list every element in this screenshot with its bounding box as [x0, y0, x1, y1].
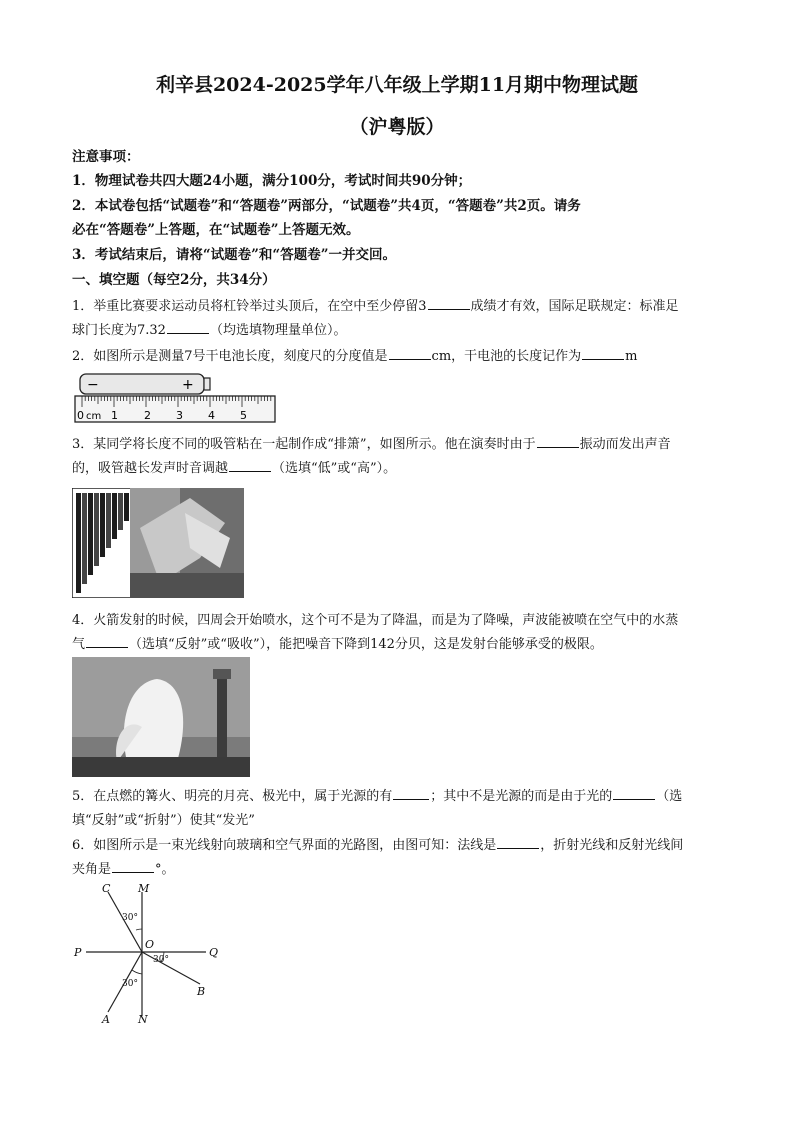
q1-text-a2: 成绩才有效，国际足联规定：标准足 — [470, 299, 679, 314]
question-1-line-1 — [72, 296, 732, 318]
flute-tube — [76, 493, 81, 593]
answer-blank[interactable] — [613, 787, 655, 800]
angle-label-top: 30° — [122, 913, 138, 923]
question-6-line-2 — [72, 859, 732, 881]
pan-flute-diagram — [72, 488, 132, 598]
page-subtitle: （沪粤版） — [349, 116, 445, 138]
q3-text-b2: （选填“低”或“高”）。 — [272, 461, 397, 476]
ruler-label-1: 1 — [111, 409, 118, 422]
flute-tube — [100, 493, 105, 557]
label-M: M — [138, 882, 150, 895]
ruler-label-0: 0 — [77, 409, 84, 422]
q5-text-a2: ；其中不是光源的而是由于光的 — [430, 789, 613, 804]
q2-text-a3: m — [625, 349, 638, 364]
flute-tube — [94, 493, 99, 566]
ruler-label-2: 2 — [144, 409, 151, 422]
q1-text-a1: 1．举重比赛要求运动员将杠铃举过头顶后，在空中至少停留3 — [72, 299, 427, 314]
notice-heading: 注意事项： — [72, 149, 140, 165]
q2-text-a1: 2．如图所示是测量7号干电池长度，刻度尺的分度值是 — [72, 349, 388, 364]
question-3-line-1 — [72, 434, 732, 456]
flute-tube — [124, 493, 129, 521]
light-path-diagram — [72, 882, 222, 1024]
label-B: B — [197, 985, 206, 998]
flute-tube — [82, 493, 87, 584]
question-5-line-1 — [72, 786, 732, 808]
section-heading: 一、填空题（每空2分，共34分） — [72, 272, 276, 288]
rocket-launch-photo — [72, 657, 250, 777]
pan-flute-photo — [130, 488, 244, 598]
q3-text-a2: 振动而发出声音 — [579, 437, 671, 452]
ruler-label-4: 4 — [208, 409, 215, 422]
answer-blank[interactable] — [497, 836, 539, 849]
ruler-label-5: 5 — [240, 409, 247, 422]
minus-sign: − — [87, 377, 99, 393]
question-4-line-1: 4．火箭发射的时候，四周会开始喷水，这个可不是为了降温，而是为了降噪，声波能被喷在空气中的水蒸 — [72, 613, 679, 628]
flute-tube — [118, 493, 123, 530]
question-1-line-2 — [72, 320, 732, 342]
question-2-line-1 — [72, 346, 732, 368]
label-N: N — [138, 1013, 148, 1024]
angle-label-bottom: 30° — [122, 979, 138, 989]
question-6-line-1 — [72, 835, 732, 857]
battery-terminal — [204, 378, 210, 390]
q3-text-a1: 3．某同学将长度不同的吸管粘在一起制作成“排箫”，如图所示。他在演奏时由于 — [72, 437, 536, 452]
answer-blank[interactable] — [428, 297, 470, 310]
answer-blank[interactable] — [86, 635, 128, 648]
question-4-line-2 — [72, 634, 732, 656]
flute-tube — [106, 493, 111, 548]
label-P: P — [74, 946, 82, 959]
notice-item-1: 1．物理试卷共四大题24小题，满分100分，考试时间共90分钟； — [72, 173, 472, 189]
label-C: C — [102, 882, 111, 895]
page-title: 利辛县2024-2025学年八年级上学期11月期中物理试题 — [155, 74, 639, 96]
notice-item-2b: 必在“答题卷”上答题，在“试题卷”上答题无效。 — [72, 222, 360, 238]
question-3-line-2 — [72, 458, 732, 480]
flute-tube — [112, 493, 117, 539]
q6-text-b2: °。 — [155, 862, 175, 877]
q4-text-b2: （选填“反射”或“吸收”），能把噪音下降到142分贝，这是发射台能够承受的极限。 — [129, 637, 603, 652]
answer-blank[interactable] — [537, 435, 579, 448]
question-5-line-2: 填“反射”或“折射”）使其“发光” — [72, 813, 255, 828]
answer-blank[interactable] — [229, 459, 271, 472]
notice-item-3: 3．考试结束后，请将“试题卷”和“答题卷”一并交回。 — [72, 247, 396, 263]
answer-blank[interactable] — [393, 787, 429, 800]
answer-blank[interactable] — [389, 347, 431, 360]
label-Q: Q — [209, 946, 219, 959]
q1-text-b2: （均选填物理量单位）。 — [209, 323, 347, 338]
flute-tube — [88, 493, 93, 575]
answer-blank[interactable] — [112, 860, 154, 873]
answer-blank[interactable] — [167, 321, 209, 334]
q1-text-b1: 球门长度为7.32 — [72, 323, 166, 338]
ruler-label-3: 3 — [176, 409, 183, 422]
ray-OB — [142, 952, 200, 984]
q5-text-a1: 5．在点燃的篝火、明亮的月亮、极光中，属于光源的有 — [72, 789, 393, 804]
q6-text-b1: 夹角是 — [72, 862, 112, 877]
plus-sign: + — [182, 377, 194, 393]
angle-label-right: 30° — [153, 955, 169, 965]
label-A: A — [102, 1013, 110, 1024]
notice-item-2a: 2．本试卷包括“试题卷”和“答题卷”两部分，“试题卷”共4页，“答题卷”共2页。请务 — [72, 198, 581, 214]
q3-text-b1: 的，吸管越长发声时音调越 — [72, 461, 229, 476]
q6-text-a1: 6．如图所示是一束光线射向玻璃和空气界面的光路图，由图可知：法线是 — [72, 838, 497, 853]
label-O: O — [145, 938, 155, 951]
q2-text-a2: cm，干电池的长度记作为 — [431, 349, 582, 364]
q5-text-a3: （选 — [656, 789, 683, 804]
q6-text-a2: ，折射光线和反射光线间 — [540, 838, 684, 853]
ruler-unit: cm — [86, 411, 102, 422]
q4-text-b1: 气 — [72, 637, 86, 652]
answer-blank[interactable] — [582, 347, 624, 360]
ruler-battery-figure — [74, 370, 278, 424]
